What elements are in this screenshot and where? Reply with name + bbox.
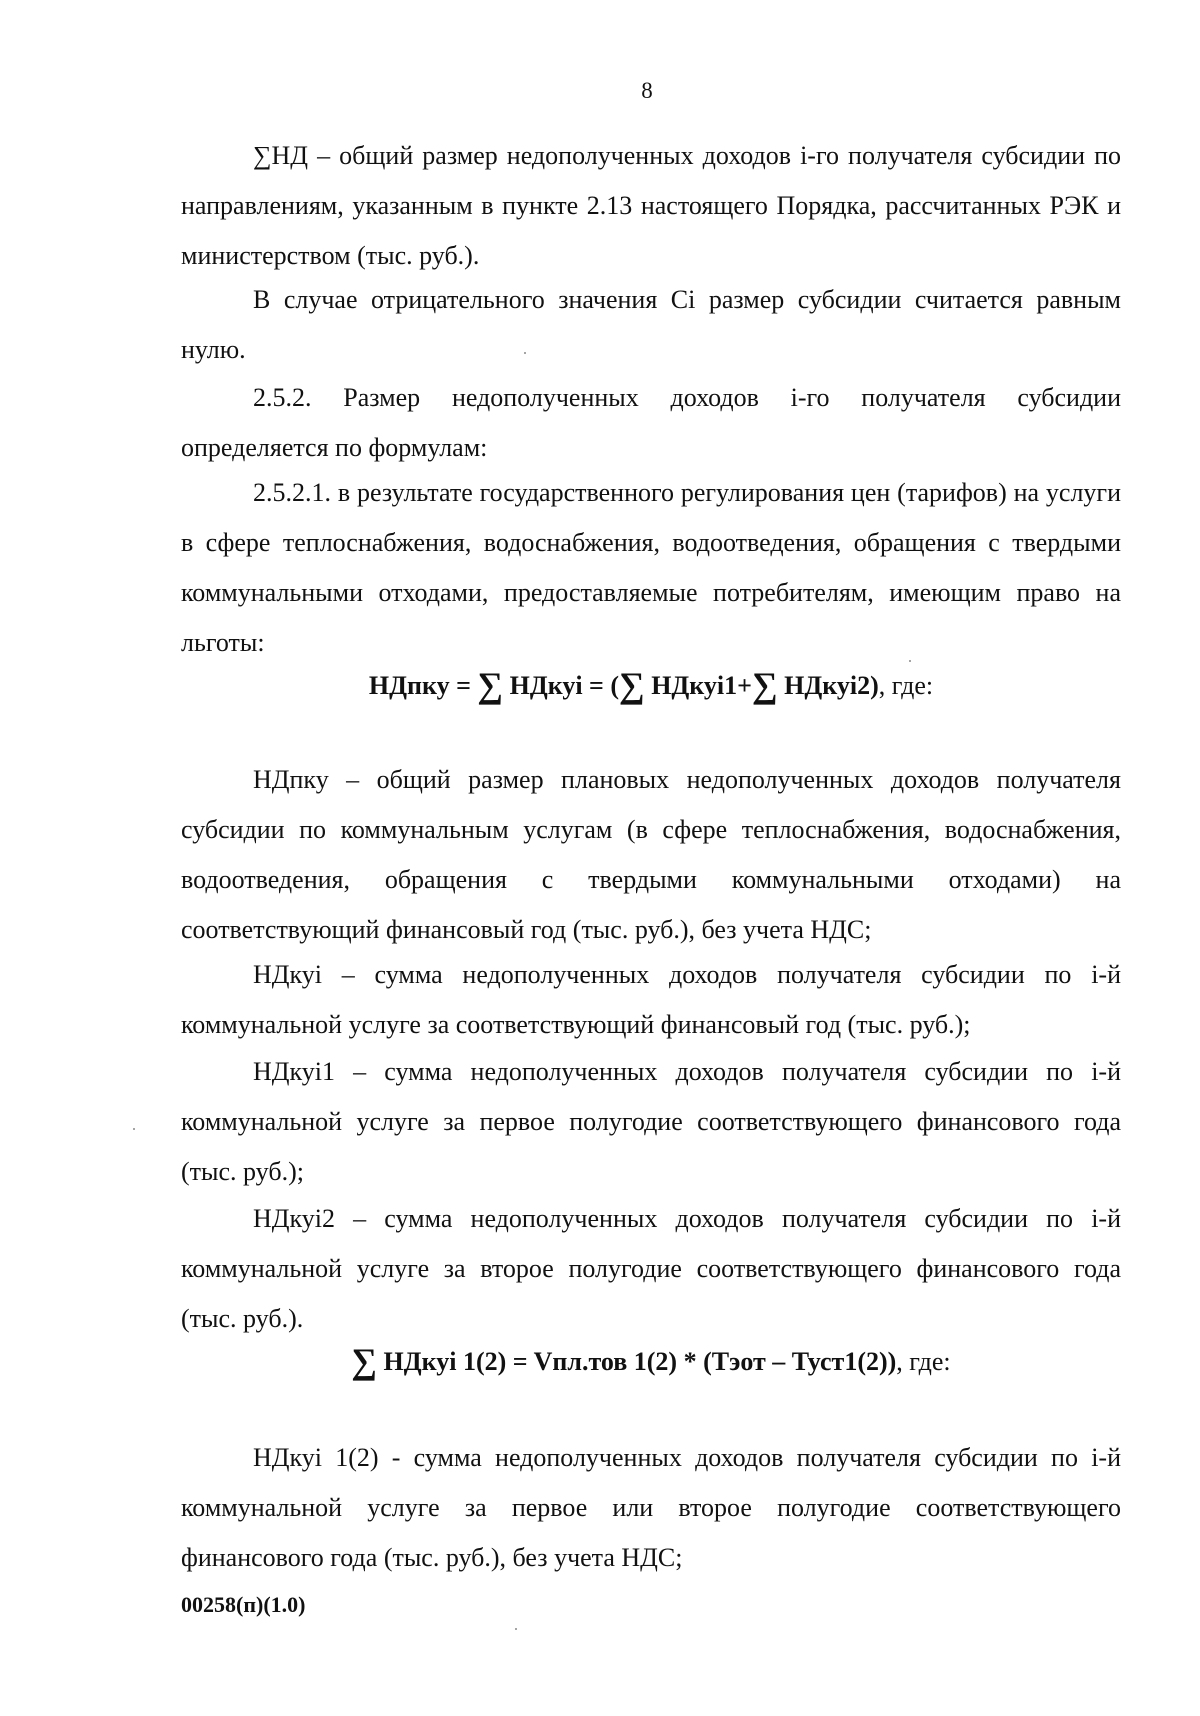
paragraph-negative-value: В случае отрицательного значения Ci размер субсидии считается равным нулю. (181, 285, 1121, 364)
formula-ndkui-suffix: , где: (896, 1347, 951, 1376)
formula-ndpku-term1: НДкуi = ( (503, 671, 620, 700)
document-code: 00258(п)(1.0) (181, 1592, 306, 1617)
paragraph-sum-nd: ∑НД – общий размер недополученных доходов i-го получателя субсидии по направлениям, указанным в пункте 2.13 настоящего Порядка, рассчитанных РЭК и министерством (тыс. руб.). (181, 141, 1121, 270)
paragraph-2-5-2: 2.5.2. Размер недополученных доходов i-го получателя субсидии определяется по формулам: (181, 383, 1121, 462)
page-number: 8 (641, 78, 653, 103)
paragraph-ndkui-halfyear-definition: НДкуi 1(2) - сумма недополученных доходов получателя субсидии по i-й коммунальной услуге за первое или второе полугодие соответствующего финансового года (тыс. руб.), без учета НДС; (181, 1443, 1121, 1572)
formula-ndpku (181, 660, 1121, 711)
formula-ndpku-suffix: , где: (878, 671, 934, 700)
paragraph-ndkui2-definition: НДкуi2 – сумма недополученных доходов получателя субсидии по i-й коммунальной услуге за второе полугодие соответствующего финансового года (тыс. руб.). (181, 1204, 1121, 1333)
scan-speck (133, 1128, 135, 1130)
sigma-symbol: ∑ (751, 665, 778, 705)
sigma-symbol: ∑ (477, 665, 504, 705)
formula-ndkui-body: НДкуi 1(2) = Vпл.тов 1(2) * (Тэот – Туст1(2)) (377, 1347, 897, 1376)
formula-ndpku-term2: НДкуi1+ (644, 671, 752, 700)
paragraph-ndkui-definition: НДкуi – сумма недополученных доходов получателя субсидии по i-й коммунальной услуге за соответствующий финансовый год (тыс. руб.); (181, 960, 1121, 1039)
scan-speck (524, 352, 526, 354)
paragraph-ndkui1-definition: НДкуi1 – сумма недополученных доходов получателя субсидии по i-й коммунальной услуге за первое полугодие соответствующего финансового года (тыс. руб.); (181, 1057, 1121, 1186)
sigma-symbol: ∑ (619, 665, 645, 705)
sigma-symbol: ∑ (351, 1341, 377, 1381)
paragraph-ndpku-definition: НДпку – общий размер плановых недополученных доходов получателя субсидии по коммунальным услугам (в сфере теплоснабжения, водоснабжения, водоотведения, обращения с твердыми коммунальными отходами) на соответствующий финансовый год (тыс. руб.), без учета НДС; (181, 765, 1121, 944)
formula-ndpku-term3: НДкуi2) (777, 671, 879, 700)
scan-speck (909, 660, 911, 662)
scan-speck (515, 1628, 517, 1630)
formula-ndkui-halfyear (181, 1336, 1121, 1387)
paragraph-2-5-2-1: 2.5.2.1. в результате государственного регулирования цен (тарифов) на услуги в сфере теплоснабжения, водоснабжения, водоотведения, обращения с твердыми коммунальными отходами, предоставляемые потребителям, имеющим право на льготы: (181, 478, 1121, 657)
formula-ndpku-lhs: НДпку = (368, 671, 478, 700)
